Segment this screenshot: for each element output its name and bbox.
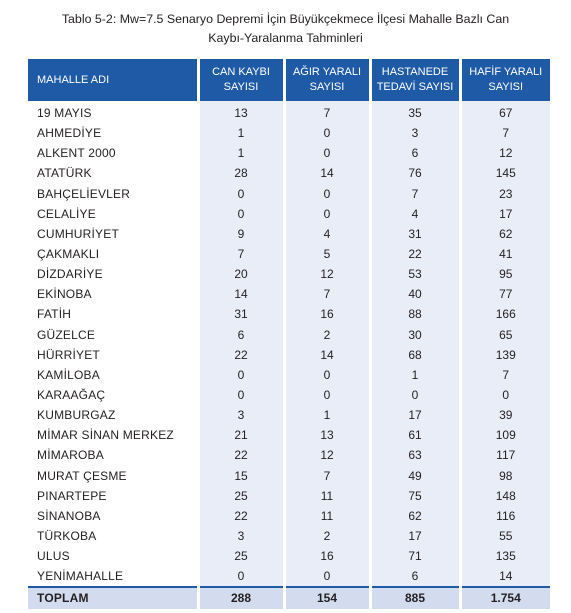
header-mahalle-adi: MAHALLE ADI (28, 59, 198, 101)
hastane-tedavi-cell: 88 (370, 304, 460, 324)
can-kaybi-cell: 1 (198, 143, 284, 163)
can-kaybi-cell: 22 (198, 506, 284, 526)
table-row (28, 546, 550, 566)
can-kaybi-cell: 3 (198, 405, 284, 425)
agir-yarali-cell: 12 (284, 445, 370, 465)
hastane-tedavi-cell: 6 (370, 566, 460, 587)
can-kaybi-cell: 9 (198, 224, 284, 244)
hastane-tedavi-cell: 68 (370, 345, 460, 365)
mahalle-name-cell: BAHÇELİEVLER (28, 184, 198, 204)
can-kaybi-cell: 22 (198, 345, 284, 365)
agir-yarali-cell: 2 (284, 325, 370, 345)
mahalle-name-cell: MİMAROBA (28, 445, 198, 465)
agir-yarali-cell: 14 (284, 163, 370, 183)
casualty-table (28, 59, 550, 609)
table-row (28, 365, 550, 385)
agir-yarali-cell: 16 (284, 546, 370, 566)
agir-yarali-cell: 0 (284, 204, 370, 224)
table-row (28, 526, 550, 546)
hastane-tedavi-cell: 40 (370, 284, 460, 304)
mahalle-name-cell: CUMHURİYET (28, 224, 198, 244)
hafif-yarali-cell: 166 (460, 304, 550, 324)
table-row (28, 163, 550, 183)
table-row (28, 101, 550, 123)
mahalle-name-cell: PINARTEPE (28, 486, 198, 506)
table-row (28, 506, 550, 526)
total-row (28, 587, 550, 608)
hafif-yarali-cell: 67 (460, 101, 550, 123)
table-row (28, 425, 550, 445)
mahalle-name-cell: YENİMAHALLE (28, 566, 198, 587)
hafif-yarali-cell: 77 (460, 284, 550, 304)
agir-yarali-cell: 7 (284, 101, 370, 123)
table-row (28, 405, 550, 425)
table-row (28, 385, 550, 405)
table-row (28, 224, 550, 244)
hafif-yarali-cell: 23 (460, 184, 550, 204)
agir-yarali-cell: 0 (284, 184, 370, 204)
hastane-tedavi-cell: 61 (370, 425, 460, 445)
hastane-tedavi-cell: 35 (370, 101, 460, 123)
mahalle-name-cell: TÜRKOBA (28, 526, 198, 546)
agir-yarali-cell: 0 (284, 123, 370, 143)
can-kaybi-cell: 14 (198, 284, 284, 304)
table-row (28, 345, 550, 365)
can-kaybi-cell: 13 (198, 101, 284, 123)
total-hastane-tedavi-cell: 885 (370, 587, 460, 608)
mahalle-name-cell: GÜZELCE (28, 325, 198, 345)
mahalle-name-cell: ULUS (28, 546, 198, 566)
can-kaybi-cell: 25 (198, 486, 284, 506)
can-kaybi-cell: 20 (198, 264, 284, 284)
header-hastanede-tedavi: HASTANEDE TEDAVİ SAYISI (370, 59, 460, 101)
table-row (28, 143, 550, 163)
hastane-tedavi-cell: 76 (370, 163, 460, 183)
hafif-yarali-cell: 145 (460, 163, 550, 183)
hafif-yarali-cell: 148 (460, 486, 550, 506)
mahalle-name-cell: 19 MAYIS (28, 101, 198, 123)
table-body (28, 101, 550, 609)
header-agir-yarali: AĞIR YARALI SAYISI (284, 59, 370, 101)
mahalle-name-cell: KUMBURGAZ (28, 405, 198, 425)
mahalle-name-cell: MİMAR SİNAN MERKEZ (28, 425, 198, 445)
mahalle-name-cell: HÜRRİYET (28, 345, 198, 365)
hastane-tedavi-cell: 30 (370, 325, 460, 345)
table-row (28, 264, 550, 284)
hafif-yarali-cell: 14 (460, 566, 550, 587)
agir-yarali-cell: 0 (284, 365, 370, 385)
hafif-yarali-cell: 7 (460, 365, 550, 385)
hastane-tedavi-cell: 75 (370, 486, 460, 506)
caption-line-1: Tablo 5-2: Mw=7.5 Senaryo Depremi İçin Büyükçekmece İlçesi Mahalle Bazlı Can (61, 12, 510, 26)
hafif-yarali-cell: 62 (460, 224, 550, 244)
can-kaybi-cell: 6 (198, 325, 284, 345)
table-row (28, 486, 550, 506)
hastane-tedavi-cell: 53 (370, 264, 460, 284)
agir-yarali-cell: 0 (284, 143, 370, 163)
hafif-yarali-cell: 7 (460, 123, 550, 143)
agir-yarali-cell: 14 (284, 345, 370, 365)
mahalle-name-cell: MURAT ÇESME (28, 466, 198, 486)
table-row (28, 445, 550, 465)
agir-yarali-cell: 16 (284, 304, 370, 324)
hastane-tedavi-cell: 7 (370, 184, 460, 204)
hafif-yarali-cell: 41 (460, 244, 550, 264)
agir-yarali-cell: 4 (284, 224, 370, 244)
hastane-tedavi-cell: 17 (370, 526, 460, 546)
table-row (28, 184, 550, 204)
can-kaybi-cell: 21 (198, 425, 284, 445)
hafif-yarali-cell: 17 (460, 204, 550, 224)
agir-yarali-cell: 1 (284, 405, 370, 425)
hafif-yarali-cell: 139 (460, 345, 550, 365)
hastane-tedavi-cell: 22 (370, 244, 460, 264)
agir-yarali-cell: 0 (284, 566, 370, 587)
table-row (28, 304, 550, 324)
header-hafif-yarali: HAFİF YARALI SAYISI (460, 59, 550, 101)
can-kaybi-cell: 0 (198, 184, 284, 204)
agir-yarali-cell: 2 (284, 526, 370, 546)
hastane-tedavi-cell: 4 (370, 204, 460, 224)
agir-yarali-cell: 0 (284, 385, 370, 405)
mahalle-name-cell: FATİH (28, 304, 198, 324)
mahalle-name-cell: DİZDARİYE (28, 264, 198, 284)
mahalle-name-cell: KARAAĞAÇ (28, 385, 198, 405)
hafif-yarali-cell: 109 (460, 425, 550, 445)
can-kaybi-cell: 0 (198, 204, 284, 224)
can-kaybi-cell: 0 (198, 365, 284, 385)
table-row (28, 566, 550, 587)
agir-yarali-cell: 11 (284, 486, 370, 506)
can-kaybi-cell: 15 (198, 466, 284, 486)
table-row (28, 244, 550, 264)
hastane-tedavi-cell: 0 (370, 385, 460, 405)
mahalle-name-cell: SİNANOBA (28, 506, 198, 526)
hastane-tedavi-cell: 6 (370, 143, 460, 163)
can-kaybi-cell: 22 (198, 445, 284, 465)
hafif-yarali-cell: 116 (460, 506, 550, 526)
header-can-kaybi: CAN KAYBI SAYISI (198, 59, 284, 101)
mahalle-name-cell: ALKENT 2000 (28, 143, 198, 163)
hafif-yarali-cell: 0 (460, 385, 550, 405)
can-kaybi-cell: 28 (198, 163, 284, 183)
hastane-tedavi-cell: 71 (370, 546, 460, 566)
hastane-tedavi-cell: 17 (370, 405, 460, 425)
can-kaybi-cell: 1 (198, 123, 284, 143)
mahalle-name-cell: ATATÜRK (28, 163, 198, 183)
hastane-tedavi-cell: 49 (370, 466, 460, 486)
hafif-yarali-cell: 55 (460, 526, 550, 546)
agir-yarali-cell: 12 (284, 264, 370, 284)
hafif-yarali-cell: 95 (460, 264, 550, 284)
agir-yarali-cell: 11 (284, 506, 370, 526)
agir-yarali-cell: 7 (284, 466, 370, 486)
mahalle-name-cell: CELALİYE (28, 204, 198, 224)
hastane-tedavi-cell: 63 (370, 445, 460, 465)
total-hafif-yarali-cell: 1.754 (460, 587, 550, 608)
total-mahalle-name-cell: TOPLAM (28, 587, 198, 608)
can-kaybi-cell: 25 (198, 546, 284, 566)
table-row (28, 204, 550, 224)
hafif-yarali-cell: 39 (460, 405, 550, 425)
agir-yarali-cell: 13 (284, 425, 370, 445)
mahalle-name-cell: ÇAKMAKLI (28, 244, 198, 264)
hastane-tedavi-cell: 62 (370, 506, 460, 526)
can-kaybi-cell: 0 (198, 385, 284, 405)
table-row (28, 123, 550, 143)
hafif-yarali-cell: 65 (460, 325, 550, 345)
hastane-tedavi-cell: 3 (370, 123, 460, 143)
mahalle-name-cell: AHMEDİYE (28, 123, 198, 143)
hafif-yarali-cell: 12 (460, 143, 550, 163)
can-kaybi-cell: 3 (198, 526, 284, 546)
total-agir-yarali-cell: 154 (284, 587, 370, 608)
hastane-tedavi-cell: 31 (370, 224, 460, 244)
can-kaybi-cell: 7 (198, 244, 284, 264)
agir-yarali-cell: 5 (284, 244, 370, 264)
hafif-yarali-cell: 98 (460, 466, 550, 486)
hafif-yarali-cell: 117 (460, 445, 550, 465)
mahalle-name-cell: EKİNOBA (28, 284, 198, 304)
table-caption (0, 10, 571, 48)
caption-line-2: Kaybı-Yaralanma Tahminleri (208, 31, 363, 45)
hastane-tedavi-cell: 1 (370, 365, 460, 385)
table-row (28, 284, 550, 304)
table-row (28, 325, 550, 345)
table-header-row (28, 59, 550, 101)
mahalle-name-cell: KAMİLOBA (28, 365, 198, 385)
total-can-kaybi-cell: 288 (198, 587, 284, 608)
hafif-yarali-cell: 135 (460, 546, 550, 566)
can-kaybi-cell: 31 (198, 304, 284, 324)
table-row (28, 466, 550, 486)
can-kaybi-cell: 0 (198, 566, 284, 587)
agir-yarali-cell: 7 (284, 284, 370, 304)
